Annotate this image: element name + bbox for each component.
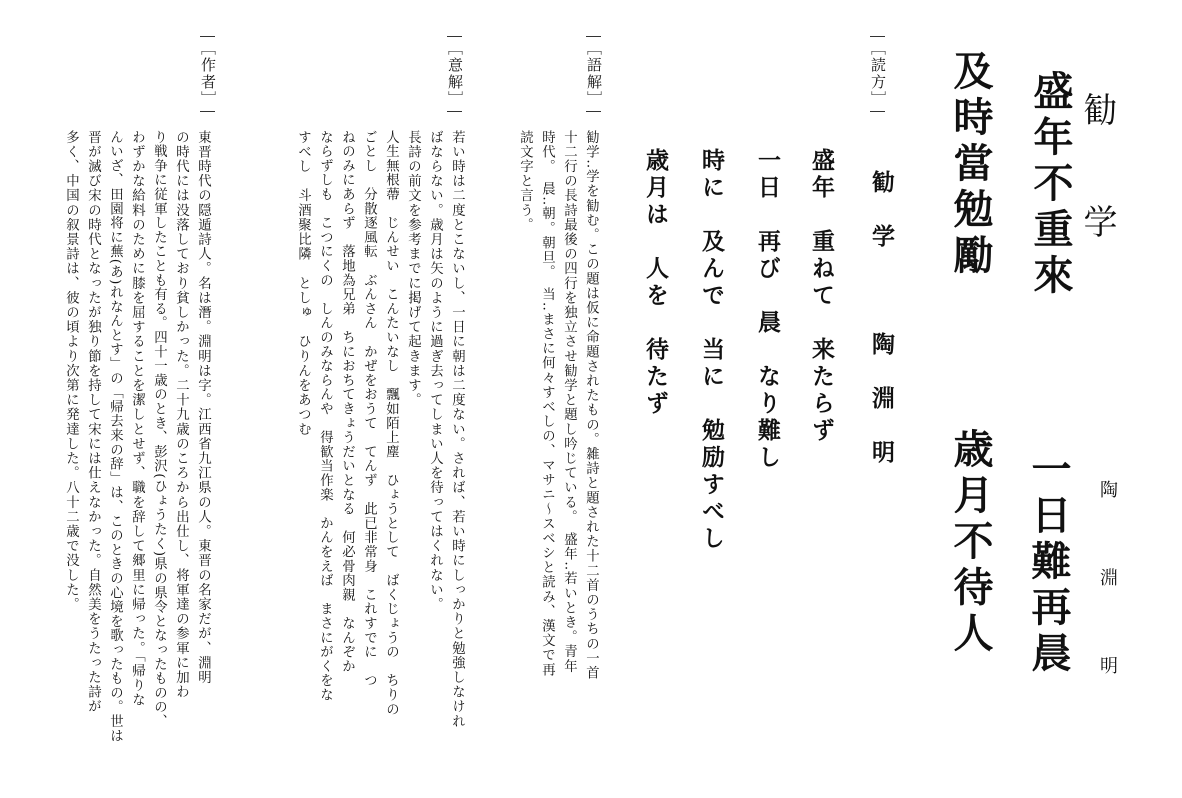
ikai-line-2: ばならない。歳月は矢のように過ぎ去ってしまい人を待ってはくれない。 [427, 130, 443, 612]
poem-line-3: 及時當勉勵 [947, 50, 994, 280]
yomi-line-4: 歳月は 人を 待たず [642, 148, 669, 418]
poem-line-1: 盛年不重來 [1027, 70, 1074, 300]
goi-line-1: 勧学‥学を勧む。この題は仮に命題されたもの。雑詩と題された十二首のうちの一首 [583, 130, 599, 681]
yomi-line-2: 一日 再び 晨 なり難し [754, 148, 781, 472]
yomi-header: 勧 学 陶 淵 明 [868, 170, 895, 467]
goi-line-3: 時代。 晨‥朝。朝旦。 当‥まさに何々すべしの、マサニ〜スベシと読み、漢文で再 [539, 130, 555, 678]
goi-line-2: 十二行の長詩最後の四行を独立させ勧学と題し吟じている。 盛年‥若いとき。青年 [561, 130, 577, 674]
poem-line-4: 歳月不待人 [947, 428, 994, 658]
sakusha-label: ［作者］ [200, 36, 215, 112]
sakusha-line-1: 東晋時代の隠遁詩人。名は潛。淵明は字。江西省九江県の人。東晋の名家だが、淵明 [195, 130, 211, 685]
sakusha-line-2: の時代には没落しており貧しかった。二十九歳のころから出仕し、将軍達の参軍に加わ [173, 130, 189, 700]
ikai-line-7: ならずしも こつにくの しんのみならんや 得歓当作楽 かんをえば まさにがくをな [317, 130, 333, 702]
poem-line-2: 一日難再晨 [1025, 448, 1072, 678]
sakusha-line-4: わずかな給料のために膝を屈することを潔しとせず、職を辞して郷里に帰った。「帰りな [129, 130, 145, 708]
ikai-line-8: すべし 斗酒聚比隣 としゅ ひりんをあつむ [295, 130, 311, 437]
sakusha-line-5: んいざ、田園将に蕪(あ)れなんとす」の「帰去来の辞」は、このときの心境を歌ったもの。世は [107, 130, 123, 743]
yomi-line-1: 盛年 重ねて 来たらず [808, 148, 835, 445]
yomi-line-3: 時に 及んで 当に 勉励すべし [698, 148, 725, 553]
sakusha-line-6: 晋が滅び宋の時代となったが独り節を持して宋には仕えなかった。自然美をうたった詩が [85, 130, 101, 714]
yomi-label: ［読方］ [870, 36, 885, 112]
ikai-line-4: 人生無根蔕 じんせい こんたいなし 飄如陌上塵 ひょうとして ばくじょうの ちりの [383, 130, 399, 717]
poem-title: 勧 学 [1077, 92, 1117, 260]
sakusha-line-7: 多く、中国の叙景詩は、彼の頃より次第に発達した。八十二歳で没した。 [63, 130, 79, 612]
ikai-line-3: 長詩の前文を参考までに掲げて起きます。 [405, 130, 421, 408]
sakusha-line-3: り戦争に従軍したことも有る。四十一歳のとき、彭沢(ひょうたく)県の県令となったものの、 [151, 130, 167, 729]
ikai-line-1: 若い時は二度とこないし、一日に朝は二度ない。されば、若い時にしっかりと勉強しなけれ [449, 130, 465, 729]
ikai-line-5: ごとし 分散逐風転 ぶんさん かぜをおうて てんず 此已非常身 これすでに つ [361, 130, 377, 688]
poem-author: 陶 淵 明 [1097, 480, 1118, 700]
ikai-label: ［意解］ [447, 36, 462, 112]
goi-label: ［語解］ [586, 36, 601, 112]
ikai-line-6: ねのみにあらず 落地為兄弟 ちにおちてきょうだいとなる 何必骨肉親 なんぞか [339, 130, 355, 674]
goi-line-4: 読文字と言う。 [517, 130, 533, 233]
